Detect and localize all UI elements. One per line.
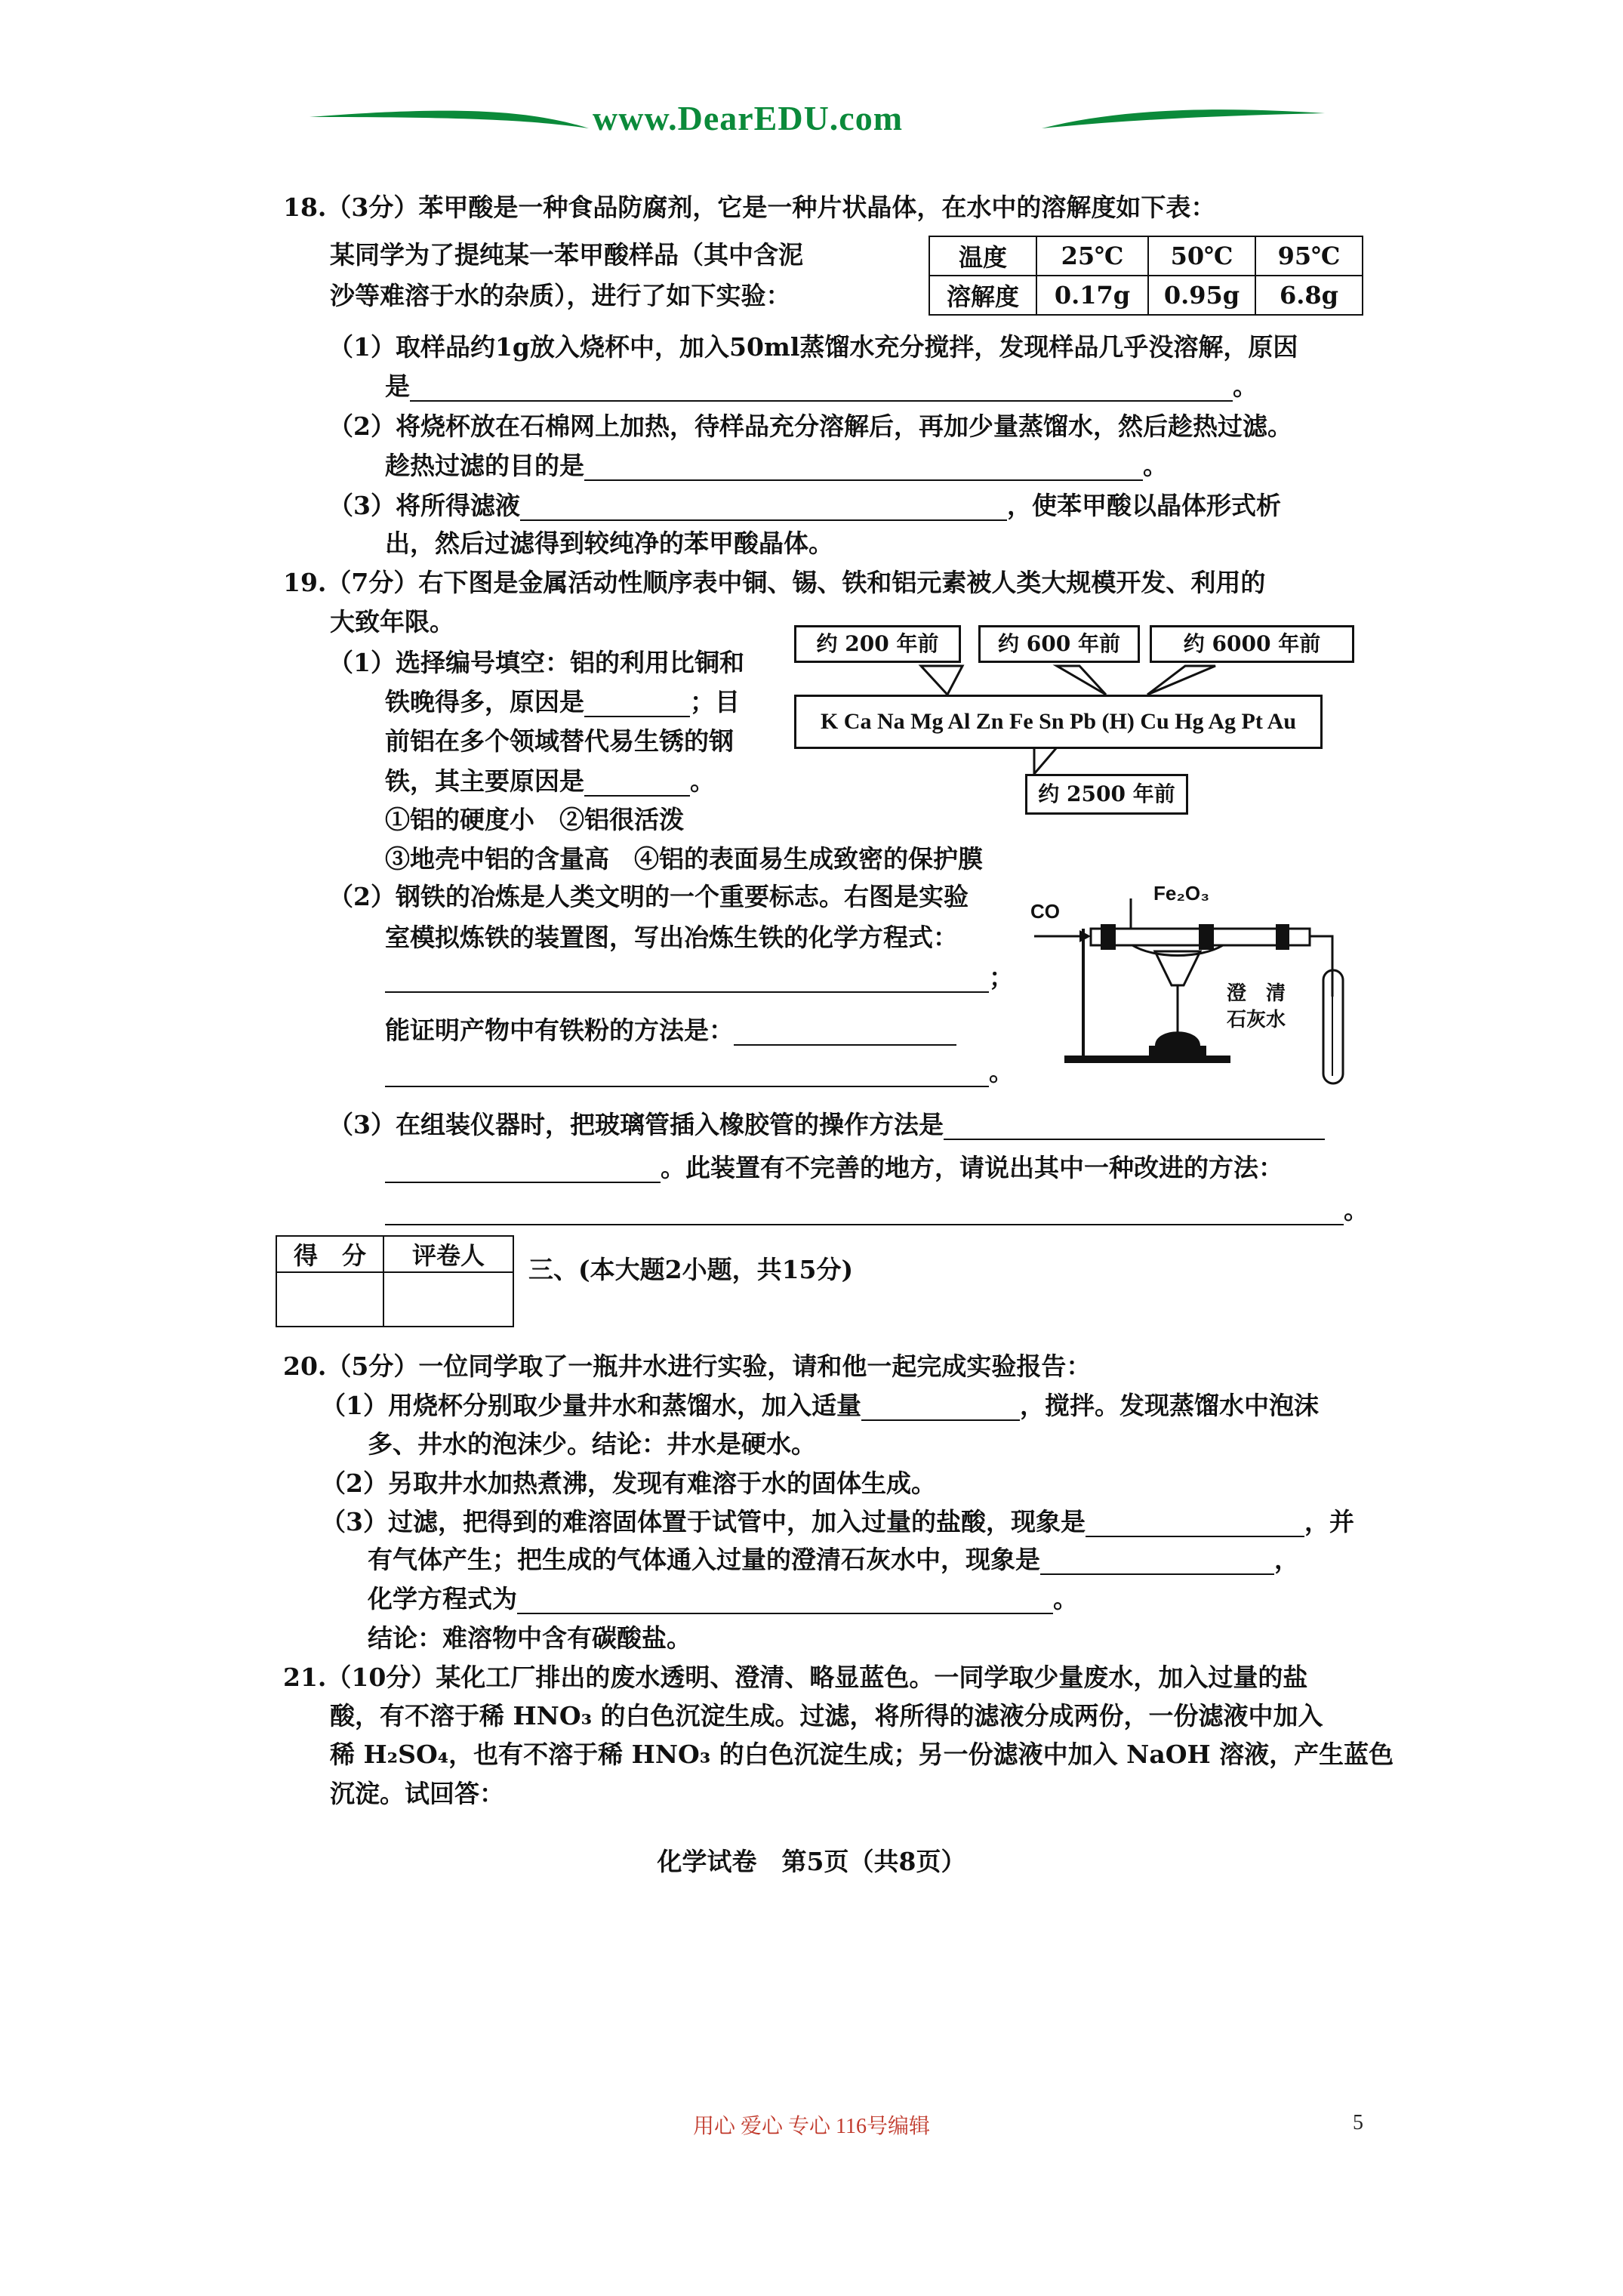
q18-part2-line1: （2）将烧杯放在石棉网上加热，待样品充分溶解后，再加少量蒸馏水，然后趁热过滤。 xyxy=(328,411,1292,441)
q19-part3-line3 xyxy=(385,1195,1369,1225)
q19-part2-line3 xyxy=(385,963,1014,993)
label-6000-years: 约 6000 年前 xyxy=(1150,625,1354,663)
table-cell: 6.8g xyxy=(1255,276,1363,315)
label-2500-years: 约 2500 年前 xyxy=(1025,774,1188,815)
q20-part3-text: （3）过滤，把得到的难溶固体置于试管中，加入过量的盐酸，现象是 xyxy=(321,1507,1086,1536)
q19-part2-line1: （2）钢铁的冶炼是人类文明的一个重要标志。右图是实验 xyxy=(328,882,969,911)
answer-blank[interactable] xyxy=(1086,1512,1304,1537)
q19-part3-line2 xyxy=(385,1153,1283,1183)
q19-part2-end2: 。 xyxy=(989,1057,1014,1086)
q19-part2-line4 xyxy=(385,1015,956,1046)
table-cell: 0.17g xyxy=(1036,276,1148,315)
q20-part1-line1 xyxy=(321,1391,1319,1421)
q20-part1-line2: 多、井水的泡沫少。结论：井水是硬水。 xyxy=(368,1429,816,1459)
q20-part3-end3: 。 xyxy=(1053,1584,1078,1613)
footer-text: 用心 爱心 专心 116号编辑 xyxy=(693,2115,930,2138)
answer-blank[interactable] xyxy=(410,376,1233,402)
table-cell: 温度 xyxy=(929,236,1036,276)
table-cell: 25℃ xyxy=(1036,236,1148,276)
q18-part1-end: 。 xyxy=(1233,371,1258,401)
q19-part2-text: 能证明产物中有铁粉的方法是： xyxy=(385,1015,734,1045)
page-label: 化学试卷 第5页（共8页） xyxy=(657,1847,966,1876)
score-header: 得 分 xyxy=(276,1236,383,1272)
q19-part1-text2: 铁，其主要原因是 xyxy=(385,766,584,796)
q19-part1-line2 xyxy=(385,687,740,717)
q20-part3-line3 xyxy=(368,1584,1078,1614)
table-row xyxy=(276,1272,513,1327)
grader-header: 评卷人 xyxy=(383,1236,513,1272)
limewater-label-2: 石灰水 xyxy=(1227,1009,1286,1031)
q20-title: 20.（5分）一位同学取了一瓶井水进行实验，请和他一起完成实验报告： xyxy=(283,1351,1092,1381)
table-row xyxy=(276,1236,513,1272)
q21-line4: 沉淀。试回答： xyxy=(330,1779,504,1808)
q20-conclusion: 结论：难溶物中含有碳酸盐。 xyxy=(368,1623,691,1653)
limewater-label-1: 澄 清 xyxy=(1227,982,1286,1005)
q20-part2: （2）另取井水加热煮沸，发现有难溶于水的固体生成。 xyxy=(321,1469,936,1498)
q19-part1-end: ；目 xyxy=(690,687,740,717)
q19-title: 19.（7分）右下图是金属活动性顺序表中铜、锡、铁和铝元素被人类大规模开发、利用的 xyxy=(283,568,1266,597)
q18-part1-line1: （1）取样品约1g放入烧杯中，加入50ml蒸馏水充分搅拌，发现样品几乎没溶解，原因 xyxy=(328,332,1298,362)
fe2o3-label: Fe₂O₃ xyxy=(1153,882,1210,905)
table-row xyxy=(929,236,1363,276)
q21-line3: 稀 H₂SO₄，也有不溶于稀 HNO₃ 的白色沉淀生成；另一份滤液中加入 NaOH 溶液，产生蓝色 xyxy=(330,1740,1394,1769)
answer-blank[interactable] xyxy=(385,1157,661,1183)
answer-blank[interactable] xyxy=(861,1395,1020,1421)
q18-part3-line1 xyxy=(328,491,1281,521)
q18-part2-line2 xyxy=(385,451,1168,481)
answer-blank[interactable] xyxy=(520,495,1007,521)
answer-blank[interactable] xyxy=(385,1200,1344,1225)
q19-part3-line1 xyxy=(328,1110,1325,1140)
q19-title-2: 大致年限。 xyxy=(330,607,454,636)
answer-blank[interactable] xyxy=(517,1589,1053,1614)
q18-intro-2: 沙等难溶于水的杂质），进行了如下实验： xyxy=(330,281,791,310)
q19-part2-line5 xyxy=(385,1057,1014,1087)
label-600-years: 约 600 年前 xyxy=(978,625,1140,663)
q19-part3-text: （3）在组装仪器时，把玻璃管插入橡胶管的操作方法是 xyxy=(328,1110,944,1139)
table-cell: 95℃ xyxy=(1255,236,1363,276)
table-cell: 0.95g xyxy=(1148,276,1255,315)
q19-part1-line4 xyxy=(385,766,715,797)
q19-part1-text: 铁晚得多，原因是 xyxy=(385,687,584,717)
co-label: CO xyxy=(1030,900,1060,923)
site-logo[interactable]: www.DearEDU.com xyxy=(593,99,904,137)
q19-part1-end2: 。 xyxy=(690,766,715,796)
section-title: 三、(本大题2小题，共15分) xyxy=(528,1255,854,1284)
q20-part1-end: ，搅拌。发现蒸馏水中泡沫 xyxy=(1019,1391,1319,1420)
q19-part2-end1: ； xyxy=(989,963,1014,992)
answer-blank[interactable] xyxy=(734,1020,956,1046)
q20-part3-text3: 化学方程式为 xyxy=(368,1584,517,1613)
q18-part3-prefix: （3）将所得滤液 xyxy=(328,491,520,520)
activity-series: K Ca Na Mg Al Zn Fe Sn Pb (H) Cu Hg Ag Pt Au xyxy=(794,695,1323,749)
answer-blank[interactable] xyxy=(385,1062,989,1087)
table-cell: 50℃ xyxy=(1148,236,1255,276)
score-table xyxy=(276,1235,514,1327)
q19-part1-line3: 前铝在多个领域替代易生锈的钢 xyxy=(385,726,734,756)
q18-part3-end: ，使苯甲酸以晶体形式析 xyxy=(1006,491,1281,520)
answer-blank[interactable] xyxy=(385,967,989,993)
q20-part3-end2: ， xyxy=(1274,1545,1299,1574)
q21-line1: 21.（10分）某化工厂排出的废水透明、澄清、略显蓝色。一同学取少量废水，加入过量的盐 xyxy=(283,1663,1308,1692)
table-row xyxy=(929,276,1363,315)
q19-options-1: ①铝的硬度小 ②铝很活泼 xyxy=(385,805,684,834)
q19-part3-text2: 。此装置有不完善的地方，请说出其中一种改进的方法： xyxy=(661,1153,1283,1182)
q19-part1-line1: （1）选择编号填空：铝的利用比铜和 xyxy=(328,648,744,677)
q18-part2-prefix: 趁热过滤的目的是 xyxy=(385,451,584,480)
answer-blank[interactable] xyxy=(584,455,1143,481)
q20-part3-line1 xyxy=(321,1507,1354,1537)
q20-part1-text: （1）用烧杯分别取少量井水和蒸馏水，加入适量 xyxy=(321,1391,861,1420)
q18-part2-end: 。 xyxy=(1143,451,1168,480)
q19-part3-end: 。 xyxy=(1344,1195,1369,1225)
answer-blank[interactable] xyxy=(584,771,690,797)
q18-title: 18.（3分）苯甲酸是一种食品防腐剂，它是一种片状晶体，在水中的溶解度如下表： xyxy=(283,193,1216,222)
q19-options-2: ③地壳中铝的含量高 ④铝的表面易生成致密的保护膜 xyxy=(385,844,983,874)
q18-part3-line2: 出，然后过滤得到较纯净的苯甲酸晶体。 xyxy=(385,529,833,558)
score-cell[interactable] xyxy=(276,1272,383,1327)
label-200-years: 约 200 年前 xyxy=(794,625,961,663)
q18-intro-1: 某同学为了提纯某一苯甲酸样品（其中含泥 xyxy=(330,240,803,270)
q20-part3-end1: ，并 xyxy=(1304,1507,1354,1536)
solubility-table xyxy=(929,236,1363,316)
q20-part3-text2: 有气体产生；把生成的气体通入过量的澄清石灰水中，现象是 xyxy=(368,1545,1040,1574)
page-number: 5 xyxy=(1353,2111,1363,2134)
q19-part2-line2: 室模拟炼铁的装置图，写出冶炼生铁的化学方程式： xyxy=(385,923,958,952)
q21-line2: 酸，有不溶于稀 HNO₃ 的白色沉淀生成。过滤，将所得的滤液分成两份，一份滤液中加入 xyxy=(330,1701,1323,1730)
q18-part1-line2 xyxy=(385,371,1258,402)
answer-blank[interactable] xyxy=(584,692,690,717)
q18-part1-prefix: 是 xyxy=(385,371,410,401)
q20-part3-line2 xyxy=(368,1545,1299,1575)
answer-blank[interactable] xyxy=(1040,1549,1274,1575)
answer-blank[interactable] xyxy=(944,1114,1325,1140)
grader-cell[interactable] xyxy=(383,1272,513,1327)
table-cell: 溶解度 xyxy=(929,276,1036,315)
iron-smelting-apparatus xyxy=(1019,883,1359,1102)
